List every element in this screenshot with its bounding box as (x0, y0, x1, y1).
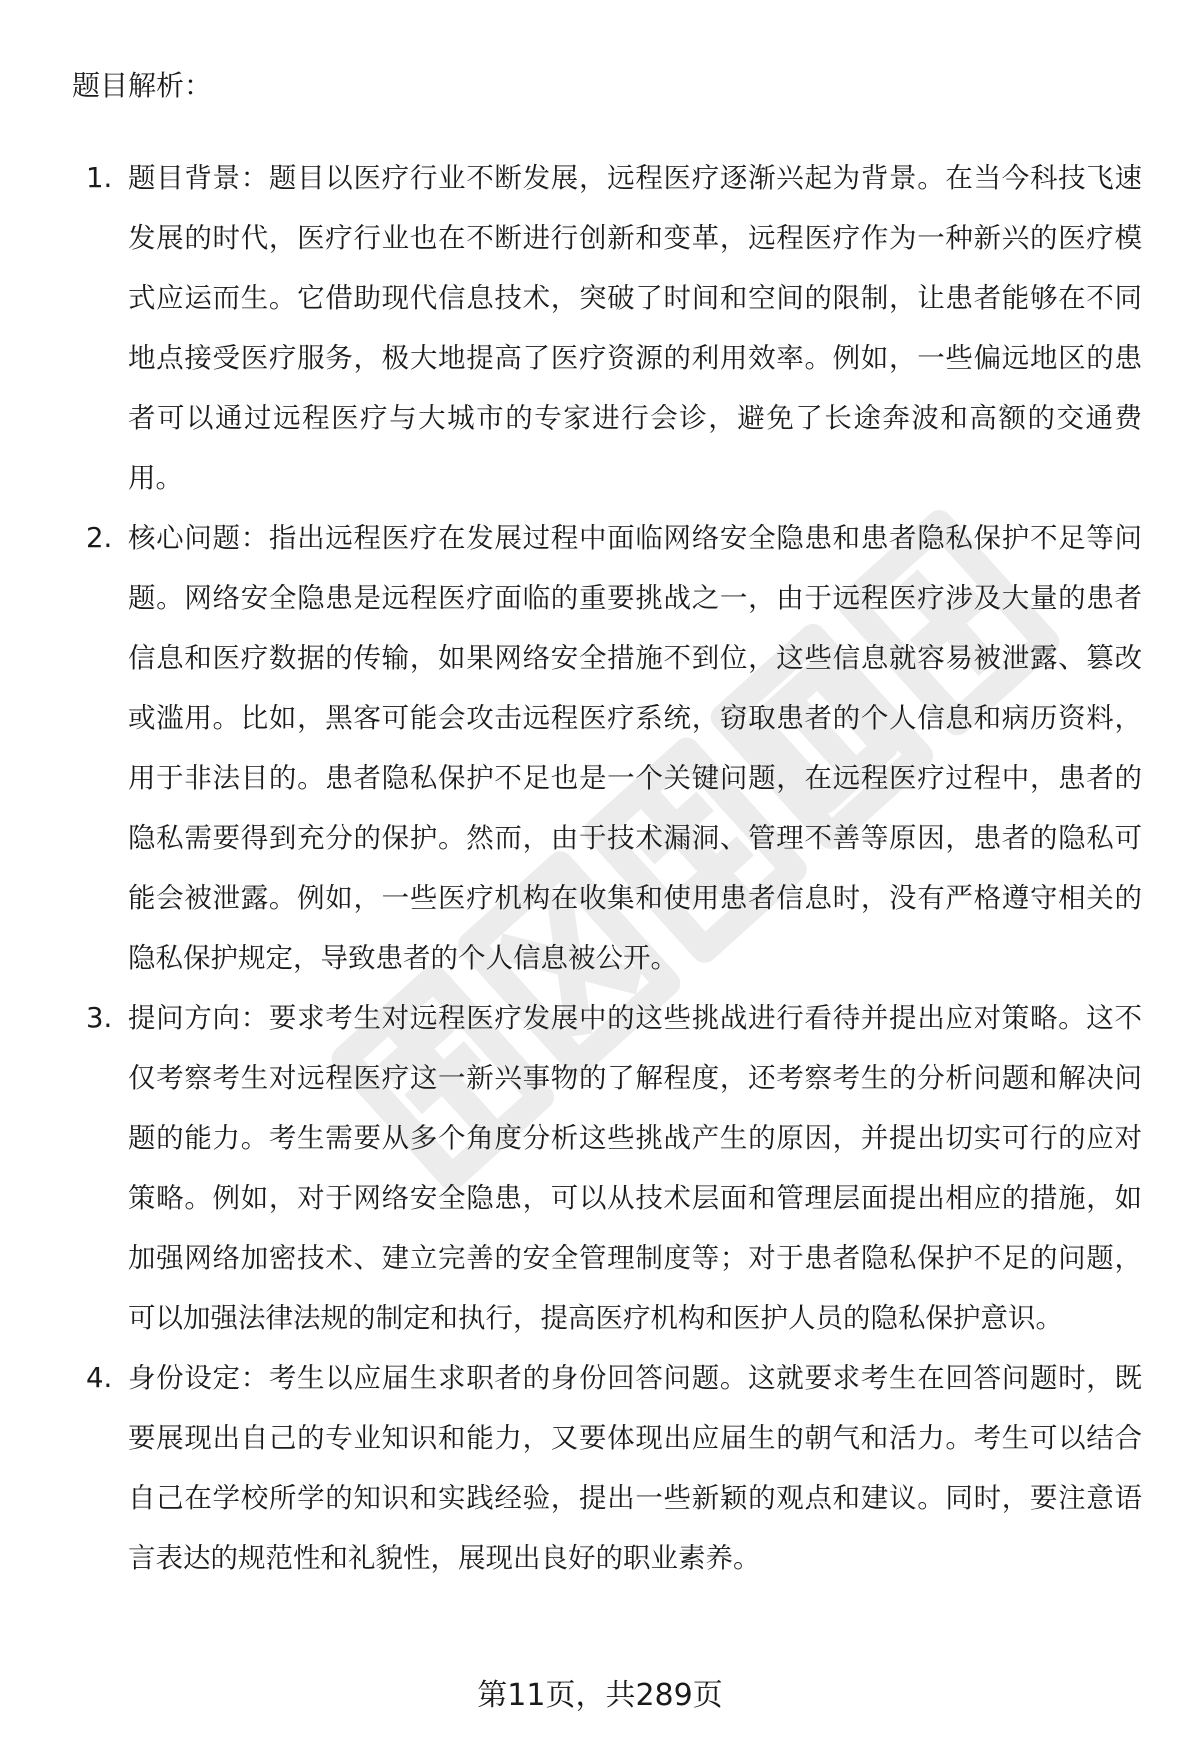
item-text: 身份设定：考生以应届生求职者的身份回答问题。这就要求考生在回答问题时，既要展现出自己的专业知识和能力，又要体现出应届生的朝气和活力。考生可以结合自己在学校所学的知识和实践经验，提出一些新颖的观点和建议。同时，要注意语言表达的规范性和礼貌性，展现出良好的职业素养。 (128, 1362, 1142, 1574)
analysis-heading: 题目解析： (72, 69, 213, 102)
list-item (0, 988, 1142, 1348)
item-number: 3. (86, 1002, 113, 1034)
list-item (0, 148, 1142, 508)
item-text: 提问方向：要求考生对远程医疗发展中的这些挑战进行看待并提出应对策略。这不仅考察考生对远程医疗这一新兴事物的了解程度，还考察考生的分析问题和解决问题的能力。考生需要从多个角度分析这些挑战产生的原因，并提出切实可行的应对策略。例如，对于网络安全隐患，可以从技术层面和管理层面提出相应的措施，如加强网络加密技术、建立完善的安全管理制度等；对于患者隐私保护不足的问题，可以加强法律法规的制定和执行，提高医疗机构和医护人员的隐私保护意识。 (128, 1002, 1142, 1334)
list-item (0, 1348, 1142, 1588)
page-number-footer: 第11页，共289页 (477, 1678, 723, 1713)
item-number: 2. (86, 522, 113, 554)
item-number: 4. (86, 1362, 113, 1394)
item-number: 1. (86, 162, 113, 194)
item-text: 核心问题：指出远程医疗在发展过程中面临网络安全隐患和患者隐私保护不足等问题。网络安全隐患是远程医疗面临的重要挑战之一，由于远程医疗涉及大量的患者信息和医疗数据的传输，如果网络安全措施不到位，这些信息就容易被泄露、篡改或滥用。比如，黑客可能会攻击远程医疗系统，窃取患者的个人信息和病历资料，用于非法目的。患者隐私保护不足也是一个关键问题，在远程医疗过程中，患者的隐私需要得到充分的保护。然而，由于技术漏洞、管理不善等原因，患者的隐私可能会被泄露。例如，一些医疗机构在收集和使用患者信息时，没有严格遵守相关的隐私保护规定，导致患者的个人信息被公开。 (128, 522, 1142, 974)
analysis-list (0, 148, 1200, 1588)
item-text: 题目背景：题目以医疗行业不断发展，远程医疗逐渐兴起为背景。在当今科技飞速发展的时代，医疗行业也在不断进行创新和变革，远程医疗作为一种新兴的医疗模式应运而生。它借助现代信息技术，突破了时间和空间的限制，让患者能够在不同地点接受医疗服务，极大地提高了医疗资源的利用效率。例如，一些偏远地区的患者可以通过远程医疗与大城市的专家进行会诊，避免了长途奔波和高额的交通费用。 (128, 162, 1142, 494)
list-item (0, 508, 1142, 988)
